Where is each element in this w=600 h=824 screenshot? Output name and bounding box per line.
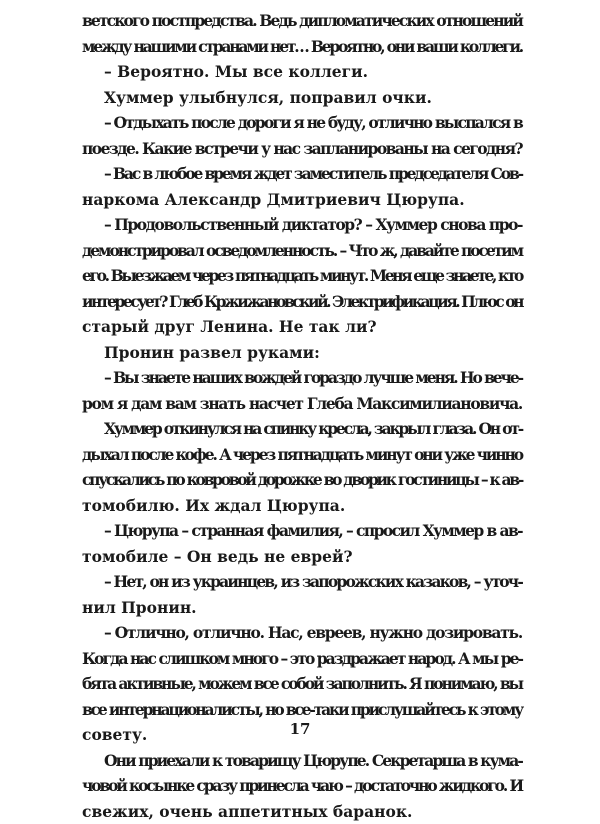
text-line: Хуммер улыбнулся, поправил очки. (82, 85, 522, 111)
text-line: ветского постпредства. Ведь дипломатических отношений (82, 8, 522, 34)
text-line: демонстрировал осведомленность. – Что ж, давайте посетим (82, 238, 522, 264)
text-line: – Продовольственный диктатор? – Хуммер снова про- (82, 212, 522, 238)
text-line: совету. (82, 722, 522, 748)
text-line: старый друг Ленина. Не так ли? (82, 314, 522, 340)
text-line: поезде. Какие встречи у нас запланированы на сегодня? (82, 136, 522, 162)
text-line: – Отлично, отлично. Нас, евреев, нужно дозировать. (82, 620, 522, 646)
text-line: его. Выезжаем через пятнадцать минут. Меня еще знаете, кто (82, 263, 522, 289)
text-line: наркома Александр Дмитриевич Цюрупа. (82, 187, 522, 213)
text-line: дыхал после кофе. А через пятнадцать минут они уже чинно (82, 442, 522, 468)
page-number: 17 (0, 720, 600, 738)
text-line: между нашими странами нет… Вероятно, они ваши коллеги. (82, 34, 522, 60)
text-line: интересует? Глеб Кржижановский. Электрификация. Плюс он (82, 289, 522, 315)
text-line: ром я дам вам знать насчет Глеба Максимилиановича. (82, 391, 522, 417)
text-line: бята активные, можем все собой заполнить. Я понимаю, вы (82, 671, 522, 697)
text-line: Они приехали к товарищу Цюрупе. Секретарша в кума- (82, 748, 522, 774)
text-line: – Цюрупа – странная фамилия, – спросил Хуммер в ав- (82, 518, 522, 544)
text-line: – Нет, он из украинцев, из запорожских казаков, – уточ- (82, 569, 522, 595)
text-line: – Вероятно. Мы все коллеги. (82, 59, 522, 85)
text-line: свежих, очень аппетитных баранок. (82, 799, 522, 824)
text-line: Когда нас слишком много – это раздражает народ. А мы ре- (82, 646, 522, 672)
text-line: – Вас в любое время ждет заместитель председателя Сов- (82, 161, 522, 187)
text-line: спускались по ковровой дорожке во дворик гостиницы – к ав- (82, 467, 522, 493)
text-line: нил Пронин. (82, 595, 522, 621)
text-line: – Вы знаете наших вождей гораздо лучше меня. Но вече- (82, 365, 522, 391)
text-line: Хуммер откинулся на спинку кресла, закрыл глаза. Он от- (82, 416, 522, 442)
text-line: томобилю. Их ждал Цюрупа. (82, 493, 522, 519)
text-line: все интернационалисты, но все-таки прислушайтесь к этому (82, 697, 522, 723)
text-line: Пронин развел руками: (82, 340, 522, 366)
text-line: – Отдыхать после дороги я не буду, отлично выспался в (82, 110, 522, 136)
body-text (82, 8, 522, 824)
text-line: томобиле – Он ведь не еврей? (82, 544, 522, 570)
text-line: човой косынке сразу принесла чаю – достаточно жидкого. И (82, 773, 522, 799)
